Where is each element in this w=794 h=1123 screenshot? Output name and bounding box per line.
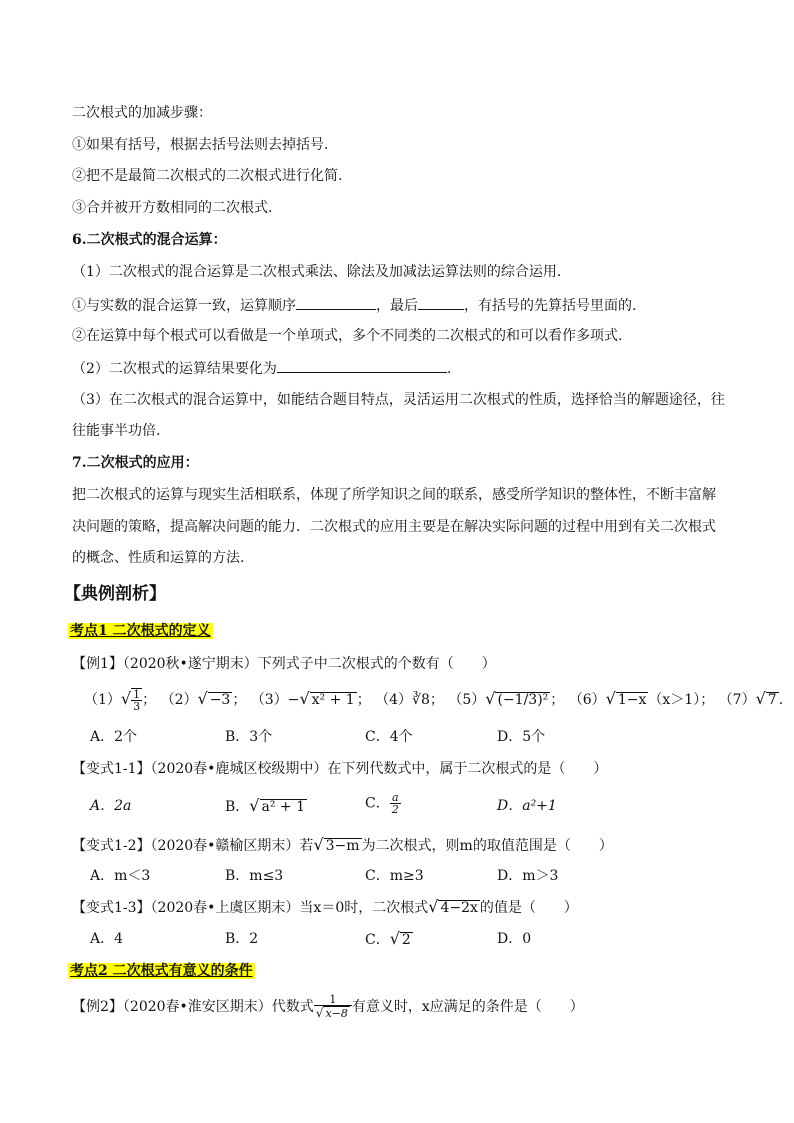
item-label: （4）∛8 bbox=[375, 692, 430, 708]
variant-1-1-stem: 【变式1-1】（2020春•鹿城区校级期中）在下列代数式中，属于二次根式的是（ ） bbox=[72, 761, 608, 777]
fill-blank[interactable] bbox=[277, 358, 447, 373]
option-label: B． bbox=[225, 799, 250, 815]
text-line: 二次根式的加减步骤： bbox=[72, 105, 212, 121]
radicand: (−1/3)² bbox=[497, 692, 549, 708]
numerator: a bbox=[390, 792, 401, 804]
fill-blank[interactable] bbox=[418, 295, 464, 310]
sqrt-icon: √ bbox=[428, 897, 439, 916]
option-a[interactable]: A．2个 bbox=[90, 729, 138, 745]
item-label: （1） bbox=[84, 692, 121, 708]
denominator: 2 bbox=[391, 803, 399, 816]
option-b[interactable]: B．2 bbox=[225, 931, 259, 947]
text-segment: 【例2】（2020春•淮安区期末）代数式 bbox=[72, 999, 314, 1015]
option-c[interactable]: C．m≥3 bbox=[365, 868, 424, 884]
sqrt-icon: √ bbox=[485, 689, 496, 708]
option-a[interactable]: A．2a bbox=[90, 798, 132, 814]
sqrt-icon: √ bbox=[197, 689, 208, 708]
text-line-with-blanks bbox=[72, 295, 636, 315]
separator: ； bbox=[232, 692, 247, 708]
separator: ； bbox=[550, 692, 565, 708]
option-c[interactable] bbox=[365, 792, 401, 815]
text-line: 的概念、性质和运算的方法. bbox=[72, 550, 245, 566]
option-b[interactable]: B．m≤3 bbox=[225, 868, 284, 884]
sqrt-icon: √ bbox=[755, 689, 766, 708]
kaodian-1-label bbox=[68, 622, 213, 640]
option-label: C． bbox=[365, 932, 390, 948]
example-2-stem bbox=[72, 992, 584, 1022]
sqrt-icon: √ bbox=[313, 835, 324, 854]
text-segment: ①与实数的混合运算一致，运算顺序 bbox=[72, 298, 296, 314]
example-1-items bbox=[84, 686, 783, 713]
item-label: （6） bbox=[568, 692, 606, 708]
text-line: ②把不是最简二次根式的二次根式进行化简. bbox=[72, 168, 343, 184]
radicand: 1−x bbox=[617, 692, 647, 708]
radicand: a² + 1 bbox=[261, 799, 305, 815]
highlight-label: 考点2 二次根式有意义的条件 bbox=[70, 963, 253, 979]
fill-blank[interactable] bbox=[296, 295, 376, 310]
fraction bbox=[314, 994, 352, 1021]
example-1-stem: 【例1】（2020秋•遂宁期末）下列式子中二次根式的个数有（ ） bbox=[72, 656, 496, 672]
text-segment: 为二次根式，则m的取值范围是（ ） bbox=[361, 838, 613, 854]
text-segment: ，最后 bbox=[376, 298, 418, 314]
text-line: 决问题的策略，提高解决问题的能力．二次根式的应用主要是在解决实际问题的过程中用到有关二次根式 bbox=[72, 519, 716, 535]
fraction bbox=[390, 792, 401, 815]
section-title: 【典例剖析】 bbox=[64, 584, 166, 604]
radicand: 4−2x bbox=[440, 900, 478, 916]
text-segment: . bbox=[446, 361, 452, 377]
option-a[interactable]: A．m＜3 bbox=[90, 868, 151, 884]
separator: . bbox=[778, 692, 784, 708]
denominator: 3 bbox=[133, 700, 141, 713]
radicand: 3−m bbox=[325, 838, 360, 854]
option-d[interactable]: D．a²+1 bbox=[497, 798, 557, 814]
separator: ； bbox=[142, 692, 157, 708]
highlight-label: 考点1 二次根式的定义 bbox=[70, 623, 211, 639]
option-b[interactable] bbox=[225, 797, 307, 816]
option-c[interactable]: C．4个 bbox=[365, 729, 413, 745]
text-segment: ，有括号的先算括号里面的. bbox=[464, 298, 637, 314]
kaodian-2-label bbox=[68, 962, 255, 980]
radicand: x² + 1 bbox=[311, 692, 355, 708]
option-label: C． bbox=[365, 795, 390, 812]
option-d[interactable]: D．0 bbox=[497, 931, 532, 947]
numerator: 1 bbox=[314, 994, 352, 1006]
sqrt-icon: √ bbox=[299, 689, 310, 708]
radicand: −3 bbox=[209, 692, 231, 708]
item-label: （2） bbox=[160, 692, 198, 708]
variant-1-3-stem bbox=[72, 898, 578, 917]
text-line: （1）二次根式的混合运算是二次根式乘法、除法及加减法运算法则的综合运用. bbox=[72, 264, 562, 280]
text-line: ①如果有括号，根据去括号法则去掉括号. bbox=[72, 137, 329, 153]
text-line: ②在运算中每个根式可以看做是一个单项式，多个不同类的二次根式的和可以看作多项式. bbox=[72, 328, 623, 344]
option-d[interactable]: D．m＞3 bbox=[497, 868, 559, 884]
option-a[interactable]: A．4 bbox=[90, 931, 124, 947]
item-label: （3）− bbox=[250, 692, 300, 708]
text-line: ③合并被开方数相同的二次根式. bbox=[72, 200, 273, 216]
text-segment: 有意义时，x应满足的条件是（ ） bbox=[351, 999, 584, 1015]
sqrt-icon: √ bbox=[120, 689, 132, 708]
option-d[interactable]: D．5个 bbox=[497, 729, 546, 745]
text-line: （3）在二次根式的混合运算中，如能结合题目特点，灵活运用二次根式的性质，选择恰当的解题途径，往 bbox=[72, 392, 725, 408]
condition: （x＞1）； bbox=[648, 692, 715, 708]
heading-6: 6.二次根式的混合运算： bbox=[72, 232, 227, 248]
text-segment: 【变式1-3】（2020春•上虞区期末）当x＝0时，二次根式 bbox=[72, 900, 429, 916]
sqrt-icon: √ bbox=[605, 689, 616, 708]
item-label: （5） bbox=[448, 692, 486, 708]
text-line: 往能事半功倍. bbox=[72, 423, 161, 439]
numerator: 1 bbox=[133, 688, 141, 701]
radicand: x−8 bbox=[325, 1006, 348, 1020]
sqrt-icon: √ bbox=[389, 929, 400, 948]
text-segment: （2）二次根式的运算结果要化为 bbox=[72, 361, 277, 377]
fraction bbox=[131, 688, 142, 712]
item-label: （7） bbox=[718, 692, 756, 708]
text-segment: 【变式1-2】（2020春•赣榆区期末）若 bbox=[72, 838, 314, 854]
radicand: 2 bbox=[401, 932, 411, 948]
denominator bbox=[314, 1006, 352, 1021]
text-line-with-blank bbox=[72, 358, 451, 378]
separator: ； bbox=[356, 692, 371, 708]
sqrt-icon: √ bbox=[249, 796, 260, 815]
option-c[interactable] bbox=[365, 930, 413, 949]
separator: ； bbox=[429, 692, 444, 708]
option-b[interactable]: B．3个 bbox=[225, 729, 273, 745]
text-line: 把二次根式的运算与现实生活相联系，体现了所学知识之间的联系，感受所学知识的整体性，不断丰富解 bbox=[72, 487, 716, 503]
heading-7: 7.二次根式的应用： bbox=[72, 455, 199, 471]
text-segment: 的值是（ ） bbox=[479, 900, 578, 916]
variant-1-2-stem bbox=[72, 836, 613, 855]
sqrt-icon: √ bbox=[315, 1005, 324, 1020]
radicand: 7 bbox=[767, 692, 777, 708]
